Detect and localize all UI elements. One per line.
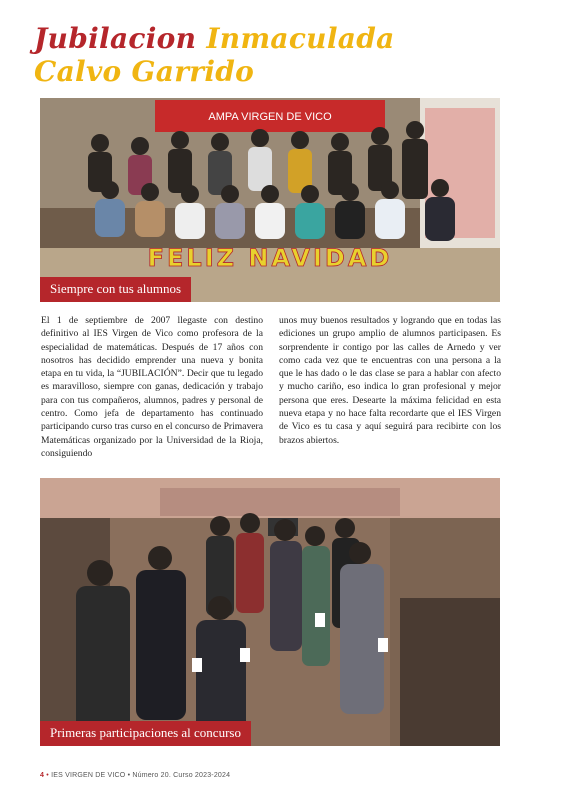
title-red-part: Jubilacion <box>34 22 197 55</box>
photo-caption-1: Siempre con tus alumnos <box>40 277 191 302</box>
photo-contest-image <box>40 478 500 746</box>
page-footer <box>40 772 230 779</box>
photo-contest-group <box>40 478 500 746</box>
article-title <box>34 22 534 88</box>
photo-students-image <box>40 98 500 302</box>
photo-students-christmas <box>40 98 500 302</box>
page-number: 4 <box>40 772 45 779</box>
footer-bullet: • <box>46 772 49 779</box>
banner-bottom-text: FELIZ NAVIDAD <box>147 244 393 272</box>
banner-top-text: AMPA VIRGEN DE VICO <box>208 111 332 123</box>
title-gold-part-1: Inmaculada <box>206 22 395 55</box>
photo-caption-2: Primeras participaciones al concurso <box>40 721 251 746</box>
article-column-1: El 1 de septiembre de 2007 llegaste con destino definitivo al IES Virgen de Vico como profesora de la especialidad de matemáticas. Después de 17 años con nosotros has decidido emprender una nueva y bonita etapa en tu vida, la “JUBILACIÓN”. Decir que tu legado es maravilloso, siempre con ganas, dedicación y trabajo para con tus compañeros, alumnos, padres y personal de centro. Como jefa de departamento has continuado participando curso tras curso en el concurso de Primavera Matemáticas organizado por la Universidad de la Rioja, consiguiendo <box>41 315 263 459</box>
footer-publication: IES VIRGEN DE VICO • Número 20. Curso 2023-2024 <box>51 772 231 779</box>
title-gold-part-2: Calvo Garrido <box>34 55 255 88</box>
article-column-2: unos muy buenos resultados y logrando que en todas las ediciones un grupo amplio de alumnos participasen. Es sorprendente ir contigo por las calles de Arnedo y ver como cada vez que te encuentras con una persona a la que le has dado o le das clase se para a hablar con afecto y mucho cariño, eso indica lo gran profesional y mejor persona que eres. Desearte la máxima felicidad en esta nueva etapa y no hace falta recordarte que el IES Virgen de Vico es tu casa y aquí seguirá para recibirte con los brazos abiertos. <box>279 315 501 446</box>
